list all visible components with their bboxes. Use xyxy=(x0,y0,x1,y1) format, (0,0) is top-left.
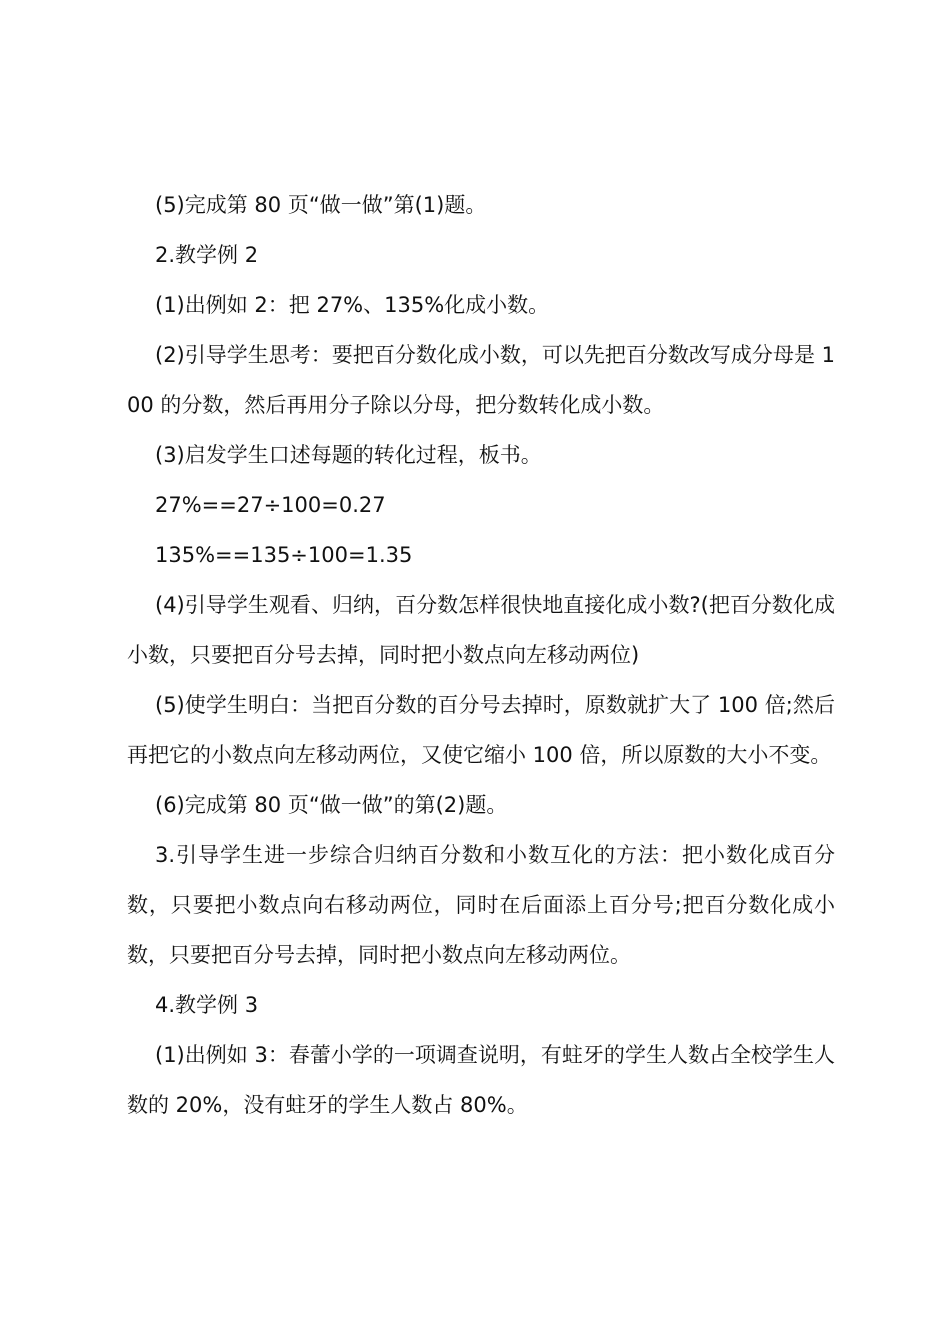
paragraph-8: (6)完成第 80 页“做一做”的第(2)题。 xyxy=(155,793,508,817)
paragraph-3: (1)出例如 2：把 27%、135%化成小数。 xyxy=(155,293,550,317)
paragraph-7: (5)使学生明白：当把百分数的百分号去掉时，原数就扩大了 100 倍;然后再把它的小数点向左移动两位，又使它缩小 100 倍，所以原数的大小不变。 xyxy=(127,693,835,767)
paragraph-10: 4.教学例 3 xyxy=(155,993,259,1017)
paragraph-4: (2)引导学生思考：要把百分数化成小数，可以先把百分数改写成分母是 100 的分数，然后再用分子除以分母，把分数转化成小数。 xyxy=(127,343,835,417)
equation-1: 27%==27÷100=0.27 xyxy=(155,493,386,517)
paragraph-9: 3.引导学生进一步综合归纳百分数和小数互化的方法：把小数化成百分数，只要把小数点向右移动两位，同时在后面添上百分号;把百分数化成小数，只要把百分号去掉，同时把小数点向左移动两位。 xyxy=(127,843,835,967)
paragraph-2: 2.教学例 2 xyxy=(155,243,259,267)
document-body xyxy=(127,180,835,1130)
paragraph-5: (3)启发学生口述每题的转化过程，板书。 xyxy=(155,443,542,467)
equation-2: 135%==135÷100=1.35 xyxy=(155,543,413,567)
paragraph-6: (4)引导学生观看、归纳，百分数怎样很快地直接化成小数?(把百分数化成小数，只要把百分号去掉，同时把小数点向左移动两位) xyxy=(127,593,835,667)
paragraph-1: (5)完成第 80 页“做一做”第(1)题。 xyxy=(155,193,487,217)
paragraph-11: (1)出例如 3：春蕾小学的一项调查说明，有蛀牙的学生人数占全校学生人数的 20%，没有蛀牙的学生人数占 80%。 xyxy=(127,1043,835,1117)
